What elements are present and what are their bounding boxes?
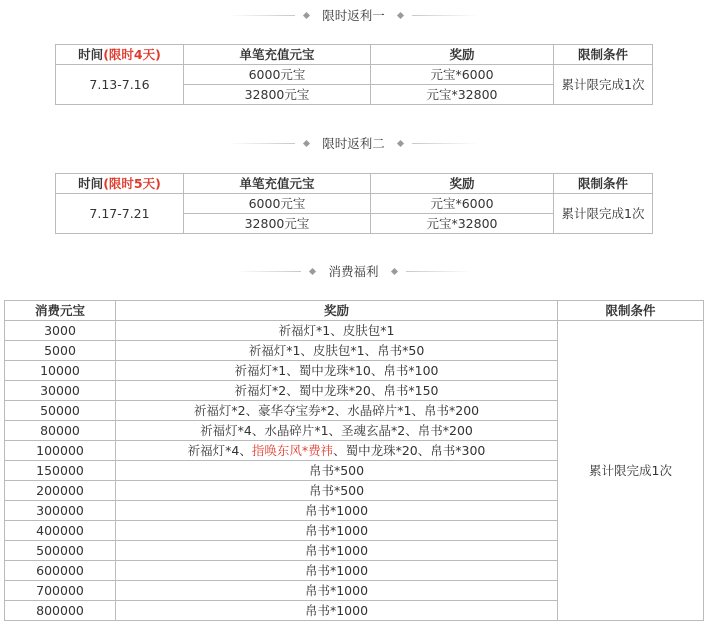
spend-cell: 800000 bbox=[5, 601, 116, 621]
diamond-icon bbox=[397, 139, 404, 146]
header-condition: 限制条件 bbox=[554, 174, 653, 194]
reward-cell: 祈福灯*2、蜀中龙珠*20、帛书*150 bbox=[116, 381, 558, 401]
reward-cell: 帛书*1000 bbox=[116, 521, 558, 541]
diamond-icon bbox=[397, 11, 404, 18]
spend-cell: 400000 bbox=[5, 521, 116, 541]
header-reward: 奖励 bbox=[116, 301, 558, 321]
reward-cell: 祈福灯*1、皮肤包*1 bbox=[116, 321, 558, 341]
spend-cell: 600000 bbox=[5, 561, 116, 581]
section-title-text: 限时返利二 bbox=[322, 136, 385, 151]
spend-cell: 500000 bbox=[5, 541, 116, 561]
reward-cell: 帛书*500 bbox=[116, 481, 558, 501]
section-title-text: 消费福利 bbox=[328, 264, 379, 279]
header-reward: 奖励 bbox=[371, 45, 554, 65]
header-time: 时间(限时5天) bbox=[56, 174, 184, 194]
section-title-rebate-1 bbox=[0, 4, 707, 26]
divider-line bbox=[412, 15, 478, 16]
reward-cell: 元宝*32800 bbox=[371, 85, 554, 105]
header-reward: 奖励 bbox=[371, 174, 554, 194]
spend-cell: 10000 bbox=[5, 361, 116, 381]
table-header-row bbox=[56, 174, 653, 194]
table-row bbox=[56, 194, 653, 214]
reward-cell: 帛书*1000 bbox=[116, 561, 558, 581]
reward-cell: 帛书*1000 bbox=[116, 581, 558, 601]
reward-cell: 祈福灯*1、皮肤包*1、帛书*50 bbox=[116, 341, 558, 361]
spend-cell: 100000 bbox=[5, 441, 116, 461]
spend-cell: 30000 bbox=[5, 381, 116, 401]
section-title-rebate-2 bbox=[0, 132, 707, 154]
header-time: 时间(限时4天) bbox=[56, 45, 184, 65]
diamond-icon bbox=[303, 139, 310, 146]
recharge-cell: 32800元宝 bbox=[184, 214, 371, 234]
spend-cell: 300000 bbox=[5, 501, 116, 521]
reward-cell: 帛书*1000 bbox=[116, 601, 558, 621]
date-cell: 7.17-7.21 bbox=[56, 194, 184, 234]
condition-cell: 累计限完成1次 bbox=[554, 194, 653, 234]
spend-cell: 80000 bbox=[5, 421, 116, 441]
diamond-icon bbox=[390, 267, 397, 274]
reward-cell: 祈福灯*2、豪华夺宝券*2、水晶碎片*1、帛书*200 bbox=[116, 401, 558, 421]
header-recharge: 单笔充值元宝 bbox=[184, 45, 371, 65]
spend-cell: 5000 bbox=[5, 341, 116, 361]
spend-cell: 3000 bbox=[5, 321, 116, 341]
spend-cell: 700000 bbox=[5, 581, 116, 601]
reward-cell: 祈福灯*1、蜀中龙珠*10、帛书*100 bbox=[116, 361, 558, 381]
rebate-table-1 bbox=[55, 44, 653, 105]
section-title-spend-bonus bbox=[0, 260, 707, 282]
recharge-cell: 6000元宝 bbox=[184, 194, 371, 214]
rebate-table-2 bbox=[55, 173, 653, 234]
recharge-cell: 32800元宝 bbox=[184, 85, 371, 105]
spend-bonus-table bbox=[4, 300, 704, 621]
header-condition: 限制条件 bbox=[558, 301, 704, 321]
time-limit-label: (限时5天) bbox=[103, 175, 161, 191]
table-row bbox=[56, 65, 653, 85]
condition-cell: 累计限完成1次 bbox=[558, 321, 704, 621]
divider-line bbox=[229, 15, 295, 16]
header-spend: 消费元宝 bbox=[5, 301, 116, 321]
reward-cell: 元宝*32800 bbox=[371, 214, 554, 234]
header-condition: 限制条件 bbox=[554, 45, 653, 65]
highlighted-reward: 指唤东风*费祎 bbox=[251, 442, 334, 458]
spend-cell: 50000 bbox=[5, 401, 116, 421]
spend-cell: 200000 bbox=[5, 481, 116, 501]
reward-cell: 帛书*500 bbox=[116, 461, 558, 481]
spend-cell: 150000 bbox=[5, 461, 116, 481]
reward-cell: 祈福灯*4、指唤东风*费祎、蜀中龙珠*20、帛书*300 bbox=[116, 441, 558, 461]
condition-cell: 累计限完成1次 bbox=[554, 65, 653, 105]
section-title-text: 限时返利一 bbox=[322, 8, 385, 23]
reward-cell: 帛书*1000 bbox=[116, 541, 558, 561]
table-header-row bbox=[56, 45, 653, 65]
reward-cell: 祈福灯*4、水晶碎片*1、圣魂玄晶*2、帛书*200 bbox=[116, 421, 558, 441]
divider-line bbox=[406, 271, 472, 272]
divider-line bbox=[235, 271, 301, 272]
table-header-row bbox=[5, 301, 704, 321]
divider-line bbox=[412, 143, 478, 144]
recharge-cell: 6000元宝 bbox=[184, 65, 371, 85]
time-limit-label: (限时4天) bbox=[103, 46, 161, 62]
reward-cell: 元宝*6000 bbox=[371, 194, 554, 214]
diamond-icon bbox=[309, 267, 316, 274]
divider-line bbox=[229, 143, 295, 144]
table-row bbox=[5, 321, 704, 341]
reward-cell: 元宝*6000 bbox=[371, 65, 554, 85]
header-recharge: 单笔充值元宝 bbox=[184, 174, 371, 194]
reward-cell: 帛书*1000 bbox=[116, 501, 558, 521]
diamond-icon bbox=[303, 11, 310, 18]
date-cell: 7.13-7.16 bbox=[56, 65, 184, 105]
